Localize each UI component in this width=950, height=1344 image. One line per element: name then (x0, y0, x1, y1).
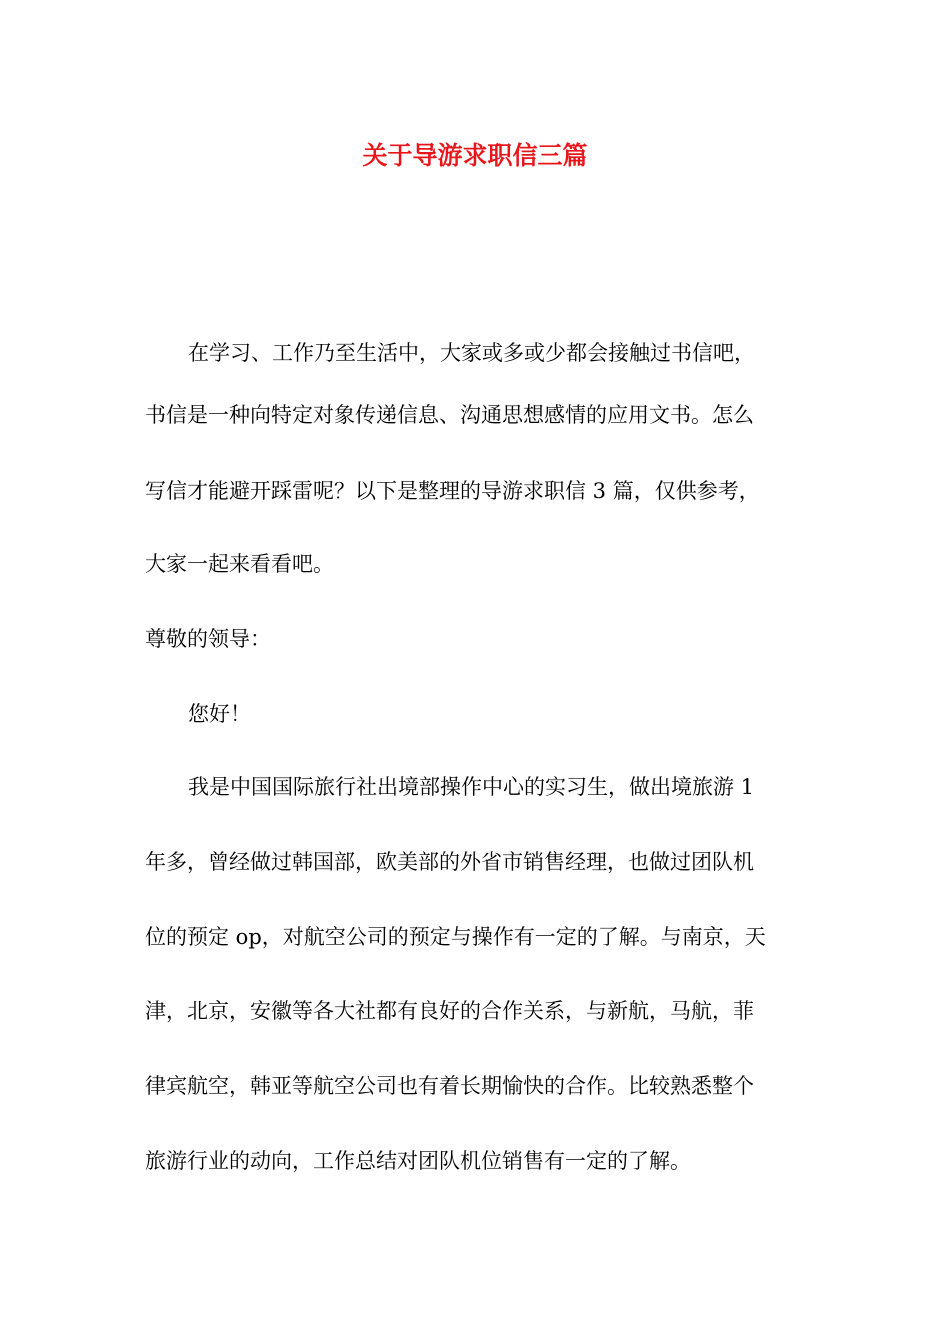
paragraph-line: 写信才能避开踩雷呢？以下是整理的导游求职信 3 篇，仅供参考， (145, 479, 760, 503)
greeting: 您好！ (188, 702, 251, 726)
paragraph-line: 大家一起来看看吧。 (145, 552, 334, 576)
paragraph-line: 津，北京，安徽等各大社都有良好的合作关系，与新航，马航，菲 (145, 999, 754, 1023)
document-title: 关于导游求职信三篇 (362, 141, 588, 170)
paragraph-line: 律宾航空，韩亚等航空公司也有着长期愉快的合作。比较熟悉整个 (145, 1074, 754, 1098)
paragraph-line: 旅游行业的动向，工作总结对团队机位销售有一定的了解。 (145, 1149, 691, 1173)
paragraph-line: 位的预定 op，对航空公司的预定与操作有一定的了解。与南京，天 (145, 925, 766, 949)
paragraph-line: 年多，曾经做过韩国部，欧美部的外省市销售经理，也做过团队机 (145, 850, 754, 874)
salutation: 尊敬的领导： (145, 627, 271, 651)
paragraph-line: 在学习、工作乃至生活中，大家或多或少都会接触过书信吧， (188, 341, 755, 365)
paragraph-line: 书信是一种向特定对象传递信息、沟通思想感情的应用文书。怎么 (145, 403, 754, 427)
paragraph-line: 我是中国国际旅行社出境部操作中心的实习生，做出境旅游 1 (188, 775, 755, 799)
